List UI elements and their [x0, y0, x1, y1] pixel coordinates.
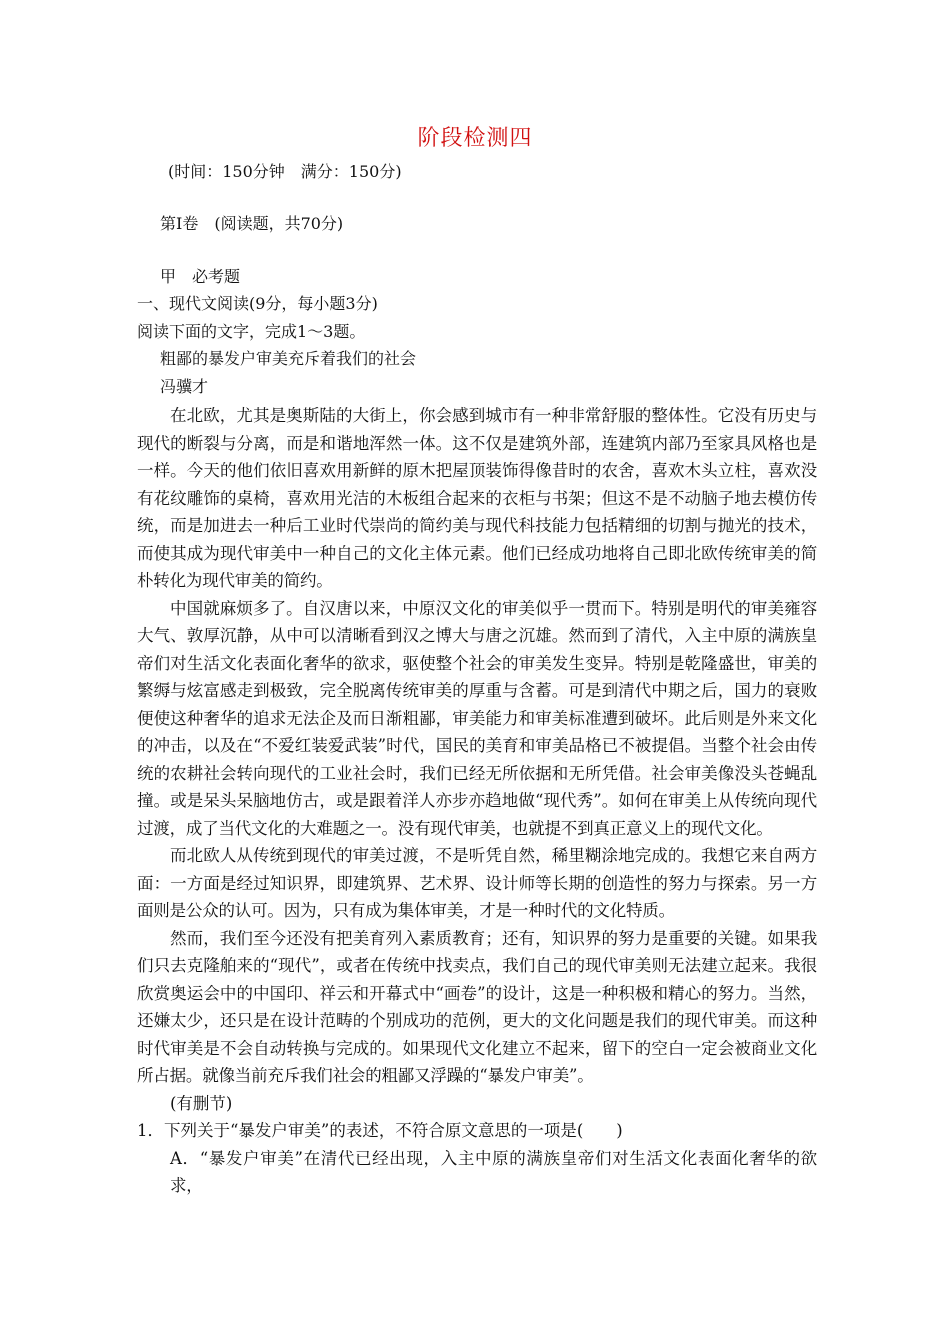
article-source-note: (有删节) [170, 1093, 233, 1113]
section-heading: 一、现代文阅读(9分，每小题3分) [137, 294, 378, 313]
article-title: 粗鄙的暴发户审美充斥着我们的社会 [160, 349, 417, 368]
reading-instruction: 阅读下面的文字，完成1～3题。 [137, 322, 366, 341]
question-1-stem: 1．下列关于“暴发户审美”的表述，不符合原文意思的一项是( ) [137, 1121, 623, 1140]
article-body [137, 402, 817, 1200]
question-1-option-a: A．“暴发户审美”在清代已经出现，入主中原的满族皇帝们对生活文化表面化奢华的欲求， [170, 1148, 817, 1195]
article-paragraph-3: 而北欧人从传统到现代的审美过渡，不是听凭自然，稀里糊涂地完成的。我想它来自两方面：一方面是经过知识界，即建筑界、艺术界、设计师等长期的创造性的努力与探索。另一方面则是公众的认可。因为，只有成为集体审美，才是一种时代的文化特质。 [137, 846, 817, 920]
volume-heading: 第Ⅰ卷 (阅读题，共70分) [160, 214, 344, 233]
article-paragraph-2: 中国就麻烦多了。自汉唐以来，中原汉文化的审美似乎一贯而下。特别是明代的审美雍容大气、敦厚沉静，从中可以清晰看到汉之博大与唐之沉雄。然而到了清代，入主中原的满族皇帝们对生活文化表面化奢华的欲求，驱使整个社会的审美发生变异。特别是乾隆盛世，审美的繁缛与炫富感走到极致，完全脱离传统审美的厚重与含蓄。可是到清代中期之后，国力的衰败便使这种奢华的追求无法企及而日渐粗鄙，审美能力和审美标准遭到破坏。此后则是外来文化的冲击，以及在“不爱红装爱武装”时代，国民的美育和审美品格已不被提倡。当整个社会由传统的农耕社会转向现代的工业社会时，我们已经无所依据和无所凭借。社会审美像没头苍蝇乱撞。或是呆头呆脑地仿古，或是跟着洋人亦步亦趋地做“现代秀”。如何在审美上从传统向现代过渡，成了当代文化的大难题之一。没有现代审美，也就提不到真正意义上的现代文化。 [137, 598, 817, 838]
exam-info: (时间：150分钟 满分：150分) [168, 162, 402, 181]
article-paragraph-4: 然而，我们至今还没有把美育列入素质教育；还有，知识界的努力是重要的关键。如果我们只去克隆舶来的“现代”，或者在传统中找卖点，我们自己的现代审美则无法建立起来。我很欣赏奥运会中的中国印、祥云和开幕式中“画卷”的设计，这是一种积极和精心的努力。当然，还嫌太少，还只是在设计范畴的个别成功的范例，更大的文化问题是我们的现代审美。而这种时代审美是不会自动转换与完成的。如果现代文化建立不起来，留下的空白一定会被商业文化所占据。就像当前充斥我们社会的粗鄙又浮躁的“暴发户审美”。 [137, 928, 817, 1085]
part-heading: 甲 必考题 [160, 267, 241, 286]
page-title: 阶段检测四 [417, 126, 533, 151]
article-paragraph-1: 在北欧，尤其是奥斯陆的大街上，你会感到城市有一种非常舒服的整体性。它没有历史与现代的断裂与分离，而是和谐地浑然一体。这不仅是建筑外部，连建筑内部乃至家具风格也是一样。今天的他们依旧喜欢用新鲜的原木把屋顶装饰得像昔时的农舍，喜欢木头立柱，喜欢没有花纹雕饰的桌椅，喜欢用光洁的木板组合起来的衣柜与书架；但这不是不动脑子地去模仿传统，而是加进去一种后工业时代崇尚的简约美与现代科技能力包括精细的切割与抛光的技术，而使其成为现代审美中一种自己的文化主体元素。他们已经成功地将自己即北欧传统审美的简朴转化为现代审美的简约。 [137, 406, 817, 590]
article-author: 冯骥才 [160, 377, 209, 396]
